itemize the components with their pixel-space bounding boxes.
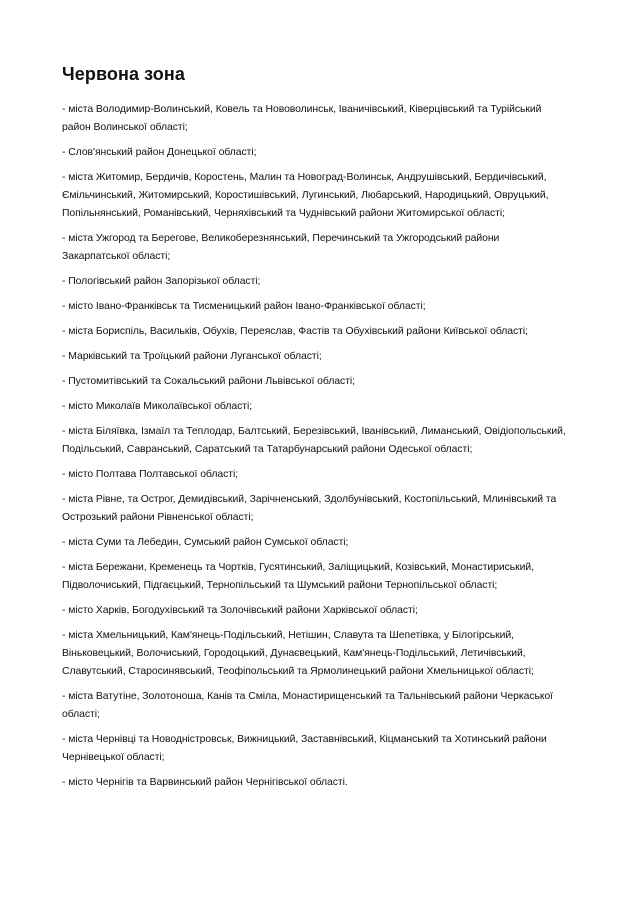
list-item: - міста Бережани, Кременець та Чортків, Гусятинський, Заліщицький, Козівський, Монастириський, Підволочиський, Підгаєцький, Тернопільський та Шумський райони Тернопільської області; — [62, 562, 534, 591]
list-item: - міста Рівне, та Острог, Демидівський, Зарічненський, Здолбунівський, Костопільський, Млинівський та Острозький райони Рівненської області; — [62, 494, 557, 523]
list-item: - міста Ужгород та Берегове, Великоберезнянський, Перечинський та Ужгородський райони Закарпатської області; — [62, 233, 500, 262]
list-item: - місто Чернігів та Варвинський район Чернігівської області. — [62, 777, 348, 788]
list-item: - Пологівський район Запорізької області; — [62, 276, 261, 287]
list-item: - Слов'янський район Донецької області; — [62, 147, 257, 158]
list-item: - міста Житомир, Бердичів, Коростень, Малин та Новоград-Волинськ, Андрушівський, Бердичівський, Ємільчинський, Житомирський, Коростишівський, Лугинський, Любарський, Народицький, Овруцький, Попільнянський, Романівський, Черняхівський та Чуднівський райони Житомирської області; — [62, 172, 549, 219]
list-item: - міста Бориспіль, Васильків, Обухів, Переяслав, Фастів та Обухівський райони Київської області; — [62, 326, 528, 337]
list-item: - міста Суми та Лебедин, Сумський район Сумської області; — [62, 537, 349, 548]
list-item: - міста Ватутіне, Золотоноша, Канів та Сміла, Монастирищенський та Тальнівський райони Черкаської області; — [62, 691, 554, 720]
region-list — [62, 101, 582, 792]
list-item: - місто Івано-Франківськ та Тисменицький район Івано-Франківської області; — [62, 301, 426, 312]
list-item: - міста Чернівці та Новодністровськ, Вижницький, Заставнівський, Кіцманський та Хотинський райони Чернівецької області; — [62, 734, 547, 763]
list-item: - місто Харків, Богодухівський та Золочівський райони Харківської області; — [62, 605, 418, 616]
list-item: - міста Хмельницький, Кам'янець-Подільський, Нетішин, Славута та Шепетівка, у Білогірський, Віньковецький, Волочиський, Городоцький, Дунаєвецький, Кам'янець-Подільський, Летичівський, Славутський, Старосинявський, Теофіпольський та Ярмолинецький райони Хмельницької області; — [62, 630, 534, 677]
list-item: - Пустомитівський та Сокальський райони Львівської області; — [62, 376, 356, 387]
list-item: - міста Біляївка, Ізмаїл та Теплодар, Балтський, Березівський, Іванівський, Лиманський, Овідіопольський, Подільський, Савранський, Саратський та Татарбунарський райони Одеської області; — [62, 426, 566, 455]
list-item: - міста Володимир-Волинський, Ковель та Нововолинськ, Іваничівський, Ківерцівський та Турійський район Волинської області; — [62, 104, 542, 133]
list-item: - місто Миколаїв Миколаївської області; — [62, 401, 253, 412]
list-item: - місто Полтава Полтавської області; — [62, 469, 239, 480]
list-item: - Марківський та Троїцький райони Луганської області; — [62, 351, 322, 362]
document-title: Червона зона — [62, 64, 185, 84]
